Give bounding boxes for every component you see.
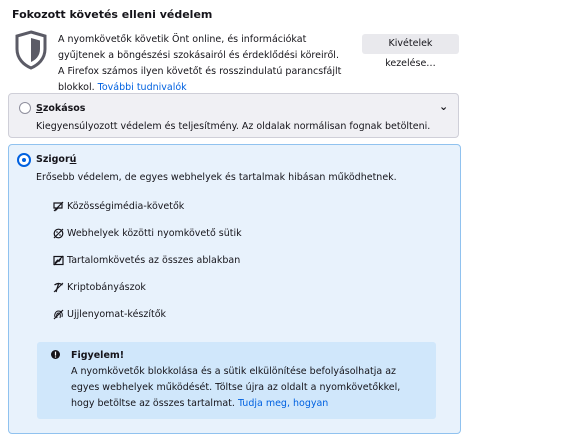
feature-cryptominers [53,282,146,293]
strict-description: Erősebb védelem, de egyes webhelyek és tartalmak hibásan működhetnek. [36,172,397,183]
feature-label: Ujjlenyomat-készítők [67,309,167,320]
strict-option-card[interactable] [8,144,461,434]
feature-label: Kriptobányászok [67,282,146,293]
standard-label-accesskey: S [36,103,43,114]
standard-label[interactable] [36,103,85,114]
strict-label[interactable] [36,154,76,165]
chevron-down-icon[interactable]: ⌄ [439,100,449,113]
feature-tracking-content [53,255,240,266]
learn-how-link[interactable]: Tudja meg, hogyan [237,398,329,409]
intro-description: A nyomkövetők követik Önt online, és információkat gyűjtenek a böngészési szokásairól és érdeklődési köreiről. A Firefox számos ilyen követőt és rosszindulatú parancsfájlt blokkol. [58,34,342,93]
warning-box [37,342,436,419]
feature-label: Közösségimédia-követők [67,201,185,212]
section-title: Fokozott követés elleni védelem [12,8,213,21]
feature-label: Webhelyek közötti nyomkövető sütik [67,228,242,239]
strict-label-prefix: Szigor [36,154,70,165]
warning-title: Figyelem! [71,350,125,361]
intro-text [58,32,348,96]
standard-option-card[interactable] [8,93,459,138]
learn-more-link[interactable]: További tudnivalók [97,82,187,93]
cookie-icon [53,228,64,239]
manage-exceptions-button[interactable]: Kivételek kezelése… [362,34,459,54]
warning-description: A nyomkövetők blokkolása és a sütik elkülönítése befolyásolhatja az egyes webhelyek működését. Töltse újra az oldalt a nyomkövetőkkel, hogy betöltse az összes tartalmat. [71,366,401,409]
feature-cross-site-cookies [53,228,242,239]
tracking-content-icon [53,255,64,266]
standard-description: Kiegyensúlyozott védelem és teljesítmény. Az oldalak normálisan fognak betölteni. [36,121,431,132]
standard-radio[interactable] [19,102,31,114]
feature-label: Tartalomkövetés az összes ablakban [67,255,241,266]
strict-label-accesskey: ú [69,154,77,165]
feature-social-trackers [53,201,184,212]
cryptominer-icon [53,282,64,293]
strict-radio[interactable] [17,153,31,167]
social-tracker-icon [53,201,64,212]
feature-fingerprinters [53,309,166,320]
standard-label-rest: zokásos [42,103,86,114]
warning-text [71,364,421,412]
fingerprinter-icon [53,309,64,320]
warning-icon [51,350,60,359]
shield-icon [14,30,48,70]
